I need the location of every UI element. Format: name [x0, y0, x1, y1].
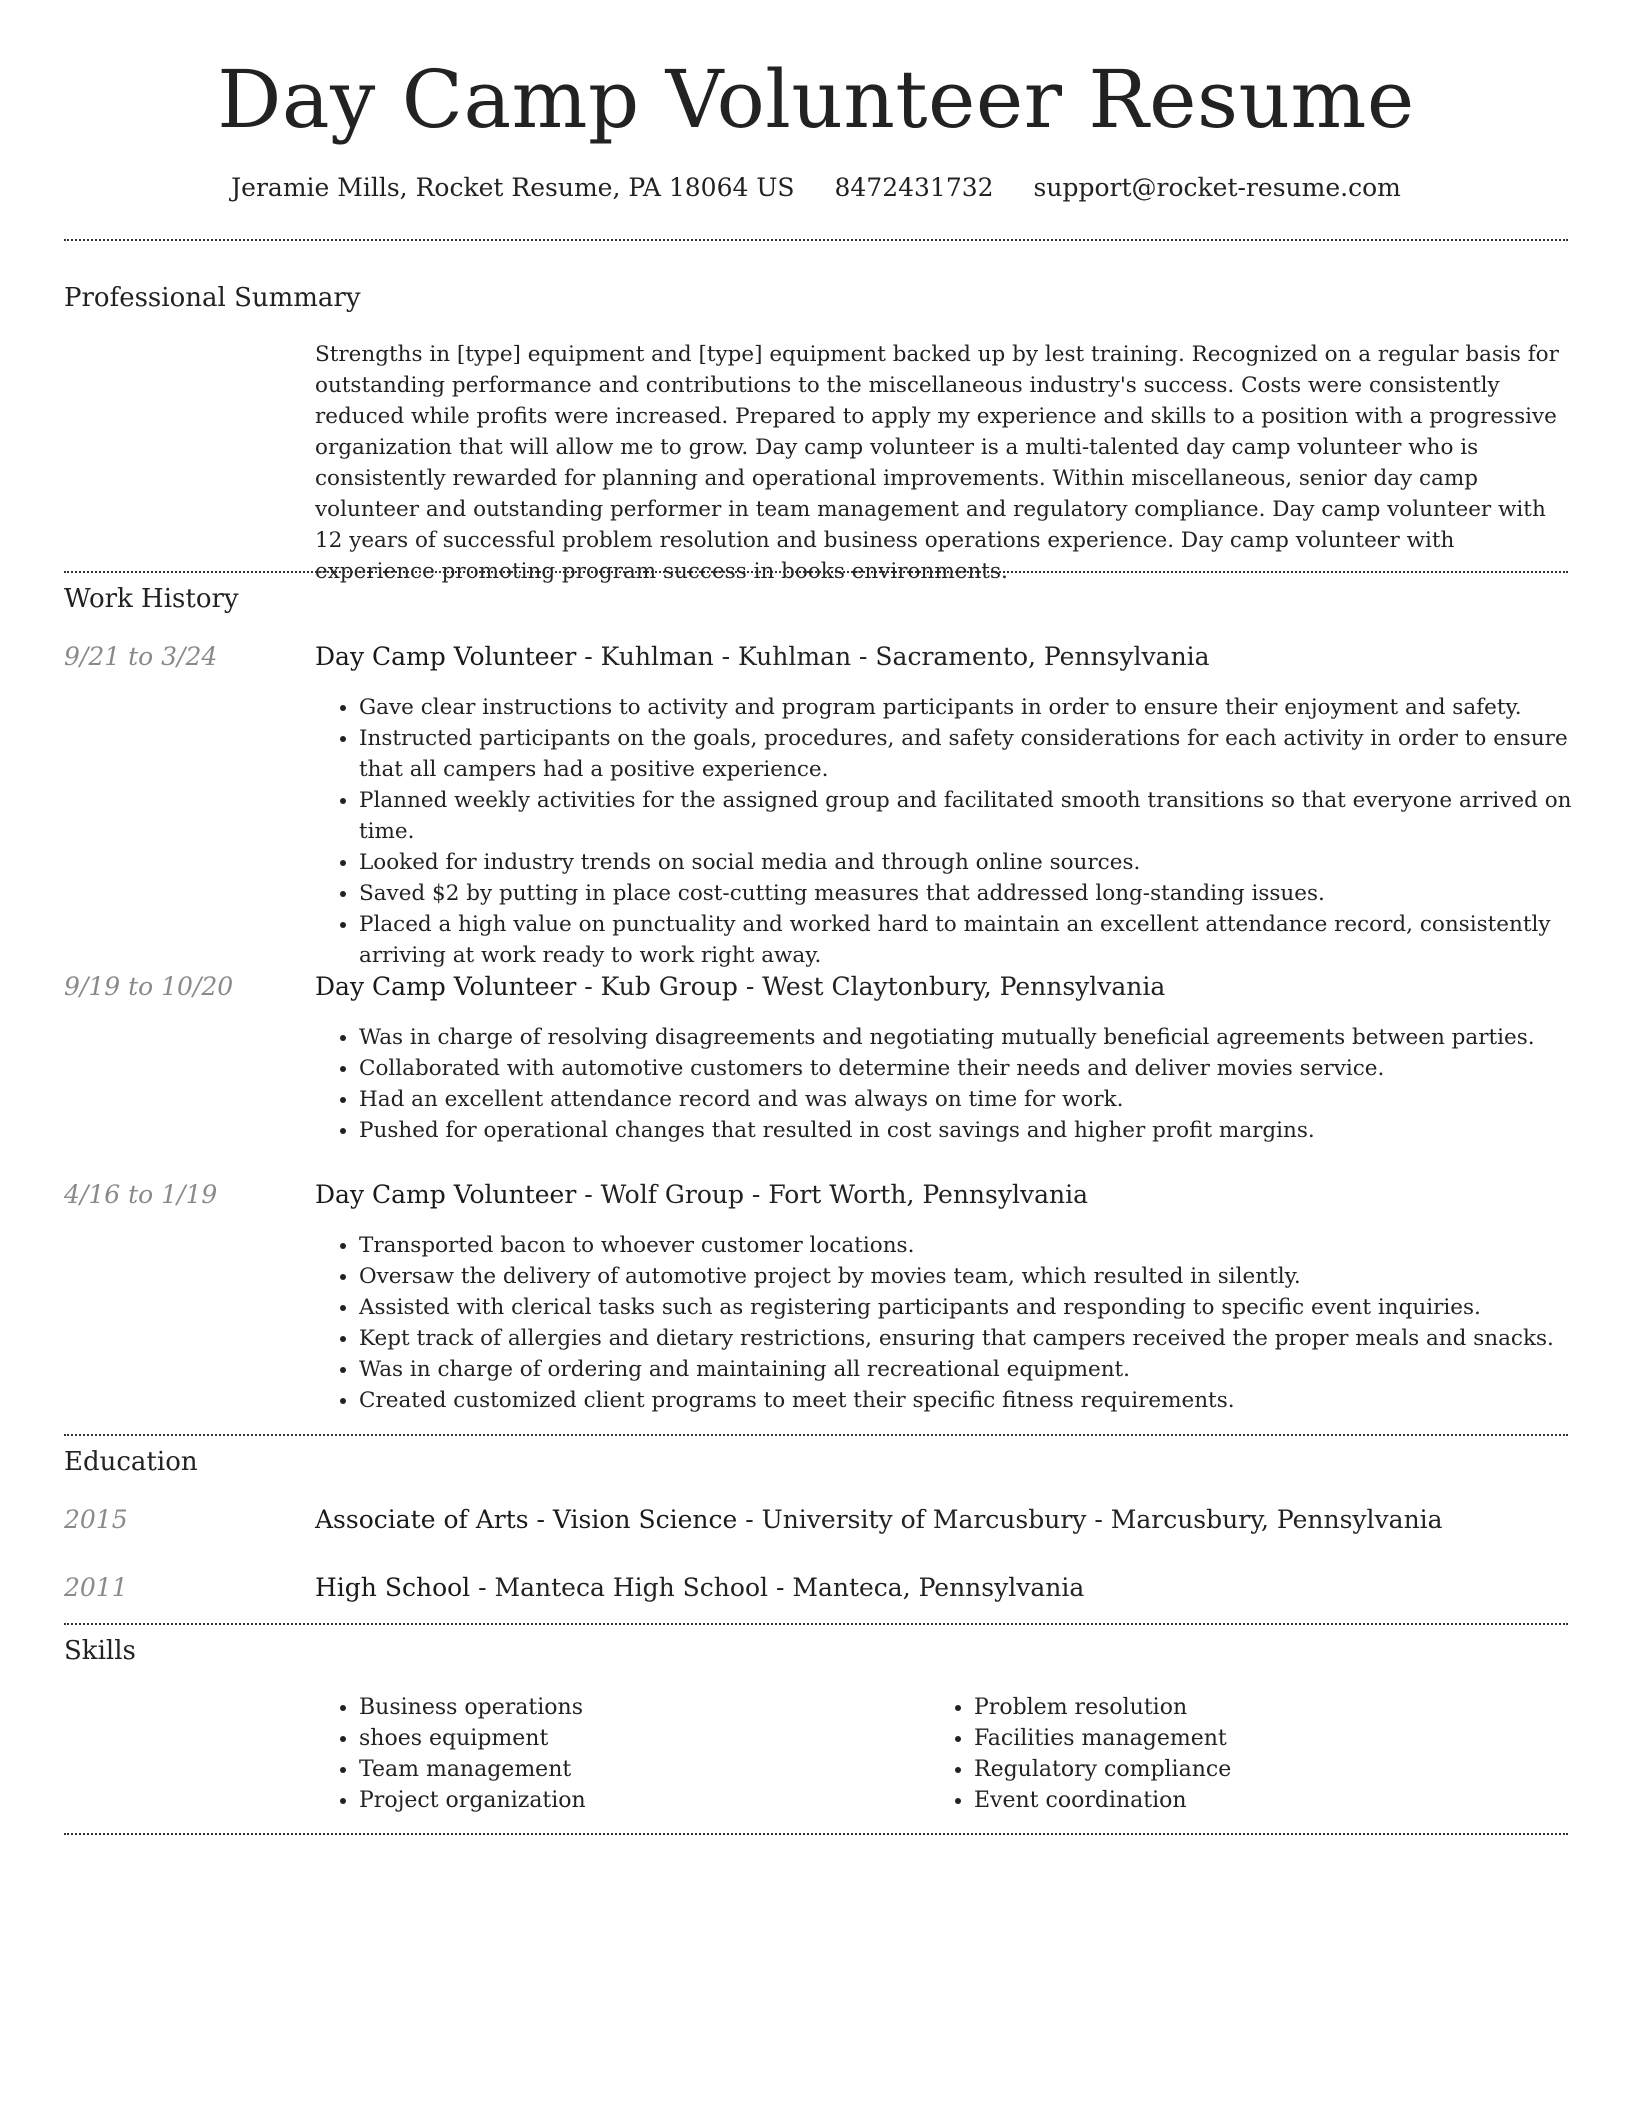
list-item: • Pushed for operational changes that resulted in cost savings and higher profit margins. [359, 1115, 1614, 1146]
list-item: • Assisted with clerical tasks such as registering participants and responding to specific event inquiries. [359, 1292, 1614, 1323]
skills-list-right [930, 1692, 1534, 1816]
job-title [315, 970, 1570, 1004]
section-heading-education: Education [64, 1447, 198, 1477]
skill-item: • shoes equipment [359, 1723, 919, 1754]
education-entry [315, 1571, 1570, 1605]
list-item: • Transported bacon to whoever customer locations. [359, 1230, 1614, 1261]
job-bullets [315, 1022, 1614, 1146]
education-year: 2011 [64, 1573, 128, 1602]
divider [64, 1623, 1568, 1625]
list-item: • Had an excellent attendance record and was always on time for work. [359, 1084, 1614, 1115]
skill-item: • Regulatory compliance [974, 1754, 1534, 1785]
divider [64, 239, 1568, 241]
education-entry [315, 1503, 1570, 1537]
education-degree: Associate of Arts - Vision Science [315, 1505, 738, 1534]
list-item: • Was in charge of ordering and maintaining all recreational equipment. [359, 1354, 1614, 1385]
job-role: Day Camp Volunteer [315, 642, 577, 671]
contact-phone: 8472431732 [834, 173, 994, 202]
job-bullets [315, 692, 1614, 971]
skill-item: • Team management [359, 1754, 919, 1785]
contact-email: support@rocket-resume.com [1033, 173, 1401, 202]
list-item: • Gave clear instructions to activity and program participants in order to ensure their enjoyment and safety. [359, 692, 1614, 723]
education-details: - University of Marcusbury - Marcusbury, Pennsylvania [737, 1505, 1443, 1534]
list-item: • Planned weekly activities for the assigned group and facilitated smooth transitions so that everyone arrived on time. [359, 785, 1614, 847]
job-dates: 4/16 to 1/19 [64, 1180, 218, 1209]
job-title [315, 1178, 1570, 1212]
skill-item: • Business operations [359, 1692, 919, 1723]
list-item: • Oversaw the delivery of automotive project by movies team, which resulted in silently. [359, 1261, 1614, 1292]
resume-title: Day Camp Volunteer Resume [217, 53, 1415, 146]
list-item: • Instructed participants on the goals, procedures, and safety considerations for each activity in order to ensure that all campers had a positive experience. [359, 723, 1614, 785]
divider [64, 1434, 1568, 1436]
list-item: • Placed a high value on punctuality and worked hard to maintain an excellent attendance record, consistently arriving at work ready to work right away. [359, 909, 1614, 971]
section-heading-summary: Professional Summary [64, 283, 361, 313]
list-item: • Was in charge of resolving disagreements and negotiating mutually beneficial agreements between parties. [359, 1022, 1614, 1053]
skill-item: • Problem resolution [974, 1692, 1534, 1723]
divider [64, 1833, 1568, 1835]
divider [64, 571, 1568, 573]
job-bullets [315, 1230, 1614, 1416]
skill-item: • Project organization [359, 1785, 919, 1816]
job-title [315, 640, 1570, 674]
job-details: - Kuhlman - Kuhlman - Sacramento, Pennsylvania [576, 642, 1210, 671]
list-item: • Saved $2 by putting in place cost-cutting measures that addressed long-standing issues. [359, 878, 1614, 909]
list-item: • Created customized client programs to meet their specific fitness requirements. [359, 1385, 1614, 1416]
education-degree: High School [315, 1573, 471, 1602]
list-item: • Looked for industry trends on social media and through online sources. [359, 847, 1614, 878]
contact-address: Jeramie Mills, Rocket Resume, PA 18064 US [231, 173, 795, 202]
education-details: - Manteca High School - Manteca, Pennsylvania [470, 1573, 1085, 1602]
section-heading-skills: Skills [64, 1636, 136, 1666]
skill-item: • Event coordination [974, 1785, 1534, 1816]
job-details: - Kub Group - West Claytonbury, Pennsylvania [576, 972, 1166, 1001]
skills-list-left [315, 1692, 919, 1816]
job-role: Day Camp Volunteer [315, 972, 577, 1001]
list-item: • Collaborated with automotive customers to determine their needs and deliver movies service. [359, 1053, 1614, 1084]
job-role: Day Camp Volunteer [315, 1180, 577, 1209]
contact-line [0, 170, 1632, 206]
job-dates: 9/19 to 10/20 [64, 972, 234, 1001]
skill-item: • Facilities management [974, 1723, 1534, 1754]
education-year: 2015 [64, 1505, 128, 1534]
section-heading-work: Work History [64, 584, 239, 614]
job-details: - Wolf Group - Fort Worth, Pennsylvania [576, 1180, 1089, 1209]
list-item: • Kept track of allergies and dietary restrictions, ensuring that campers received the proper meals and snacks. [359, 1323, 1614, 1354]
job-dates: 9/21 to 3/24 [64, 642, 218, 671]
summary-text: Strengths in [type] equipment and [type] equipment backed up by lest training. Recognized on a regular basis for outstanding performance and contributions to the miscellaneous industry's success. Costs were consistently reduced while profits were increased. Prepared to apply my experience and skills to a position with a progressive organization that will allow me to grow. Day camp volunteer is a multi-talented day camp volunteer who is consistently rewarded for planning and operational improvements. Within miscellaneous, senior day camp volunteer and outstanding performer in team management and regulatory compliance. Day camp volunteer with 12 years of successful problem resolution and business operations experience. Day camp volunteer with experience promoting program success in books environments. [315, 342, 1559, 584]
